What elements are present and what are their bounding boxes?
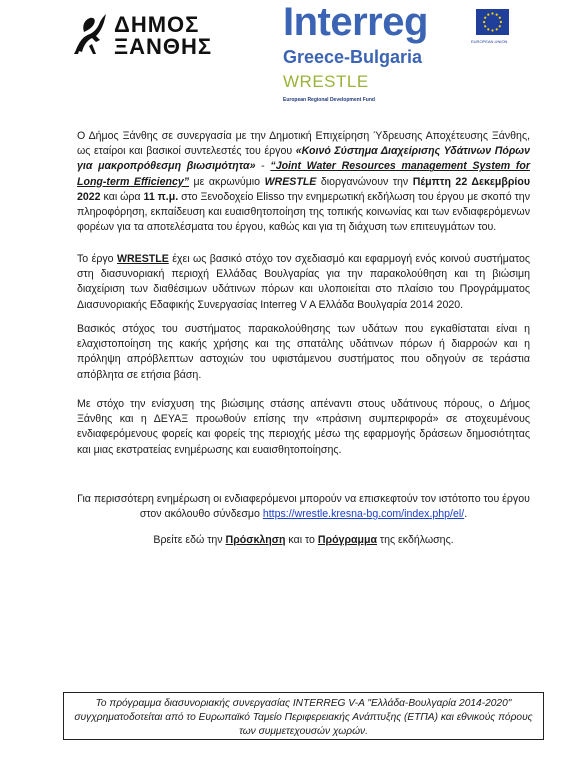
text-run: Βρείτε εδώ την — [153, 534, 226, 546]
municipality-name-line1: ΔΗΜΟΣ — [114, 12, 200, 37]
project-title-greek: «Κοινό Σύστημα Διαχείρισης Υδάτινων Πόρων για μακροπρόθεσμη βιωσιμότητα» — [77, 145, 530, 173]
funding-notice-box — [63, 692, 544, 740]
header — [0, 0, 586, 112]
paragraph-awareness: Με στόχο την ενίσχυση της βιώσιμης στάσης απέναντι στους υδάτινους πόρους, ο Δήμος Ξάνθης και η ΔΕΥΑΞ προωθούν επίσης την «πράσινη συμπεριφορά» σε στοχευμένους ενδιαφερόμενους φορείς και φορείς της περιοχής μέσω της εφαρμογής δράσεων δημοσιότητας και μιας εκστρατείας ενημέρωσης και ευαισθητοποίησης. — [77, 398, 530, 456]
text-run: Ο Δήμος Ξάνθης σε συνεργασία με την Δημοτική Επιχείρηση Ύδρευσης Αποχέτευσης Ξάνθης, ως εταίροι και βασικοί συντελεστές του έργου — [77, 130, 530, 158]
text-run: . — [464, 508, 468, 521]
interreg-logo — [283, 0, 515, 108]
municipality-name-line2: ΞΑΝΘΗΣ — [114, 34, 213, 59]
eu-flag-icon — [476, 9, 509, 35]
text-run: Για περισσότερη ενημέρωση οι ενδιαφερόμενοι μπορούν να επισκεφτούν τον ιστότοπο του έργου στον ακόλουθο σύνδεσμο — [77, 493, 530, 521]
invitation-link[interactable]: Πρόσκληση — [225, 534, 286, 546]
text-run: και ώρα — [100, 190, 144, 203]
text-run: - — [255, 160, 271, 173]
programme-link[interactable]: Πρόγραμμα — [317, 534, 377, 546]
event-time: 11 π.μ. — [143, 190, 179, 203]
text-run: και το — [285, 534, 318, 546]
horseman-emblem-icon — [70, 10, 110, 56]
interreg-wordmark: Interreg — [283, 0, 428, 44]
project-acronym: WRESTLE — [264, 175, 317, 188]
paragraph-goal: Βασικός στόχος του συστήματος παρακολούθησης των υδάτων που εγκαθίσταται είναι η ελαχιστοποίηση της κακής χρήσης και της σπατάλης υδάτινων πόρων ή διαρροών και η πρόληψη απρόβλεπτων αστοχιών του υφιστάμενου συστήματος που οδηγούν σε τεράστια απόβλητα σε ετήσια βάση. — [77, 323, 530, 381]
text-run: της εκδήλωσης. — [376, 534, 454, 546]
text-run: με ακρωνύμιο — [189, 175, 265, 188]
eu-caption: EUROPEAN UNION — [471, 39, 508, 44]
paragraph-project — [77, 252, 530, 313]
project-name: WRESTLE — [116, 253, 169, 265]
paragraph-more-info — [77, 492, 530, 522]
event-date: Πέμπτη 22 Δεκεμβρίου 2022 — [77, 175, 530, 203]
municipality-logo — [70, 8, 220, 58]
project-title-english: “Joint Water Resources management System for Long-term Efficiency” — [77, 160, 530, 188]
text-run: Το έργο — [77, 253, 117, 265]
project-website-link[interactable]: https://wrestle.kresna-bg.com/index.php/el/ — [262, 508, 465, 521]
project-wordmark: WRESTLE — [283, 72, 369, 91]
text-run: διοργανώνουν την — [316, 175, 413, 188]
text-run: έχει ως βασικό στόχο τον σχεδιασμό και εφαρμογή ενός κοινού συστήματος στη διασυνοριακή περιοχή Ελλάδας Βουλγαρίας για την παρακολούθηση και τη βιώσιμη διαχείριση των διαθέσιμων υδάτινων πόρων και υλοποιείται στο πλαίσιο του Προγράμματος Διασυνοριακής Εδαφικής Συνεργασίας Interreg V A Ελλάδα Βουλγαρία 2014 2020. — [77, 253, 530, 311]
paragraph-intro — [77, 129, 530, 235]
fund-caption: European Regional Development Fund — [283, 97, 375, 103]
text-run: στο Ξενοδοχείο Elisso την ενημερωτική εκδήλωση του έργου με σκοπό την πληροφόρηση, εκπαίδευση και ευαισθητοποίηση της τοπικής κοινωνίας και των ενδιαφερόμενων φορέων για τα αποτελέσματα του έργου, καθώς και για τη διάχυση των επιτευγμάτων του. — [77, 190, 531, 234]
paragraph-documents — [77, 533, 530, 548]
programme-region: Greece-Bulgaria — [283, 47, 423, 67]
funding-notice-text: Το πρόγραμμα διασυνοριακής συνεργασίας INTERREG V-A "Ελλάδα-Βουλγαρία 2014-2020" συγχρηματοδοτείται από το Ευρωπαϊκό Ταμείο Περιφερειακής Ανάπτυξης (ΕΤΠΑ) και εθνικούς πόρους των συμμετεχουσών χωρών. — [74, 698, 533, 738]
